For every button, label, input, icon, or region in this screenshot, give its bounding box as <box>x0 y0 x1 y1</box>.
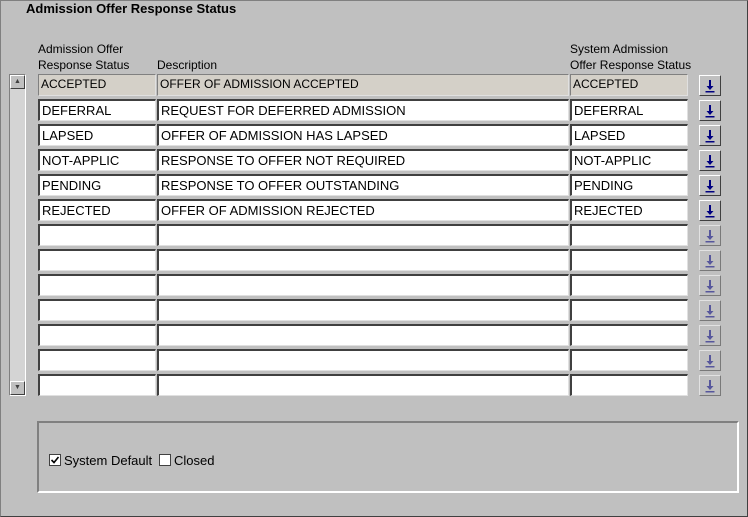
response-status-cell[interactable] <box>38 299 156 321</box>
table-row <box>38 199 738 222</box>
response-status-cell[interactable] <box>38 224 156 246</box>
records-scrollbar[interactable] <box>9 74 26 396</box>
description-cell[interactable]: OFFER OF ADMISSION ACCEPTED <box>157 74 569 96</box>
table-row <box>38 299 738 322</box>
description-cell[interactable] <box>157 249 569 271</box>
response-status-cell[interactable] <box>38 349 156 371</box>
description-cell[interactable] <box>157 299 569 321</box>
response-status-cell[interactable] <box>38 274 156 296</box>
description-cell[interactable]: OFFER OF ADMISSION REJECTED <box>157 199 569 221</box>
list-of-values-icon[interactable] <box>699 75 721 96</box>
closed-label: Closed <box>174 452 215 468</box>
list-of-values-icon[interactable] <box>699 125 721 146</box>
closed-checkbox-box[interactable] <box>159 454 171 466</box>
system-default-label: System Default <box>64 452 153 468</box>
table-row <box>38 74 738 97</box>
system-status-cell[interactable] <box>570 374 688 396</box>
table-row <box>38 374 738 397</box>
response-status-cell[interactable]: PENDING <box>38 174 156 196</box>
list-of-values-icon[interactable] <box>699 275 721 296</box>
column-header-response-status: Admission Offer Response Status <box>38 42 130 72</box>
response-status-cell[interactable] <box>38 324 156 346</box>
system-status-cell[interactable]: REJECTED <box>570 199 688 221</box>
description-cell[interactable]: RESPONSE TO OFFER NOT REQUIRED <box>157 149 569 171</box>
response-status-cell[interactable]: ACCEPTED <box>38 74 156 96</box>
list-of-values-icon[interactable] <box>699 300 721 321</box>
system-status-cell[interactable] <box>570 324 688 346</box>
table-row <box>38 249 738 272</box>
description-cell[interactable]: REQUEST FOR DEFERRED ADMISSION <box>157 99 569 121</box>
table-row <box>38 324 738 347</box>
column-header-system-status: System Admission Offer Response Status <box>570 42 692 72</box>
system-status-cell[interactable]: ACCEPTED <box>570 74 688 96</box>
system-status-cell[interactable] <box>570 274 688 296</box>
list-of-values-icon[interactable] <box>699 100 721 121</box>
list-of-values-icon[interactable] <box>699 225 721 246</box>
response-status-cell[interactable]: DEFERRAL <box>38 99 156 121</box>
description-cell[interactable] <box>157 274 569 296</box>
description-cell[interactable] <box>157 349 569 371</box>
response-status-cell[interactable] <box>38 249 156 271</box>
system-status-cell[interactable]: DEFERRAL <box>570 99 688 121</box>
options-panel <box>37 421 739 493</box>
table-row <box>38 274 738 297</box>
description-cell[interactable] <box>157 324 569 346</box>
list-of-values-icon[interactable] <box>699 375 721 396</box>
system-status-cell[interactable] <box>570 249 688 271</box>
system-status-cell[interactable]: LAPSED <box>570 124 688 146</box>
table-row <box>38 224 738 247</box>
response-status-cell[interactable]: REJECTED <box>38 199 156 221</box>
description-cell[interactable] <box>157 224 569 246</box>
description-cell[interactable] <box>157 374 569 396</box>
description-cell[interactable]: OFFER OF ADMISSION HAS LAPSED <box>157 124 569 146</box>
response-status-cell[interactable]: LAPSED <box>38 124 156 146</box>
response-status-cell[interactable]: NOT-APPLIC <box>38 149 156 171</box>
system-status-cell[interactable] <box>570 299 688 321</box>
list-of-values-icon[interactable] <box>699 150 721 171</box>
system-status-cell[interactable]: NOT-APPLIC <box>570 149 688 171</box>
table-row <box>38 174 738 197</box>
system-status-cell[interactable] <box>570 224 688 246</box>
system-status-cell[interactable]: PENDING <box>570 174 688 196</box>
system-status-cell[interactable] <box>570 349 688 371</box>
system-default-checkbox-box[interactable] <box>49 454 61 466</box>
column-header-description: Description <box>157 58 218 72</box>
table-row <box>38 124 738 147</box>
list-of-values-icon[interactable] <box>699 325 721 346</box>
closed-checkbox[interactable] <box>159 452 214 468</box>
list-of-values-icon[interactable] <box>699 250 721 271</box>
system-default-checkbox[interactable] <box>49 452 152 468</box>
list-of-values-icon[interactable] <box>699 350 721 371</box>
table-row <box>38 149 738 172</box>
description-cell[interactable]: RESPONSE TO OFFER OUTSTANDING <box>157 174 569 196</box>
list-of-values-icon[interactable] <box>699 200 721 221</box>
scroll-up-icon[interactable]: ▲ <box>10 75 25 89</box>
scroll-down-icon[interactable]: ▼ <box>10 381 25 395</box>
table-row <box>38 99 738 122</box>
list-of-values-icon[interactable] <box>699 175 721 196</box>
response-status-cell[interactable] <box>38 374 156 396</box>
table-row <box>38 349 738 372</box>
block-title: Admission Offer Response Status <box>26 1 237 16</box>
